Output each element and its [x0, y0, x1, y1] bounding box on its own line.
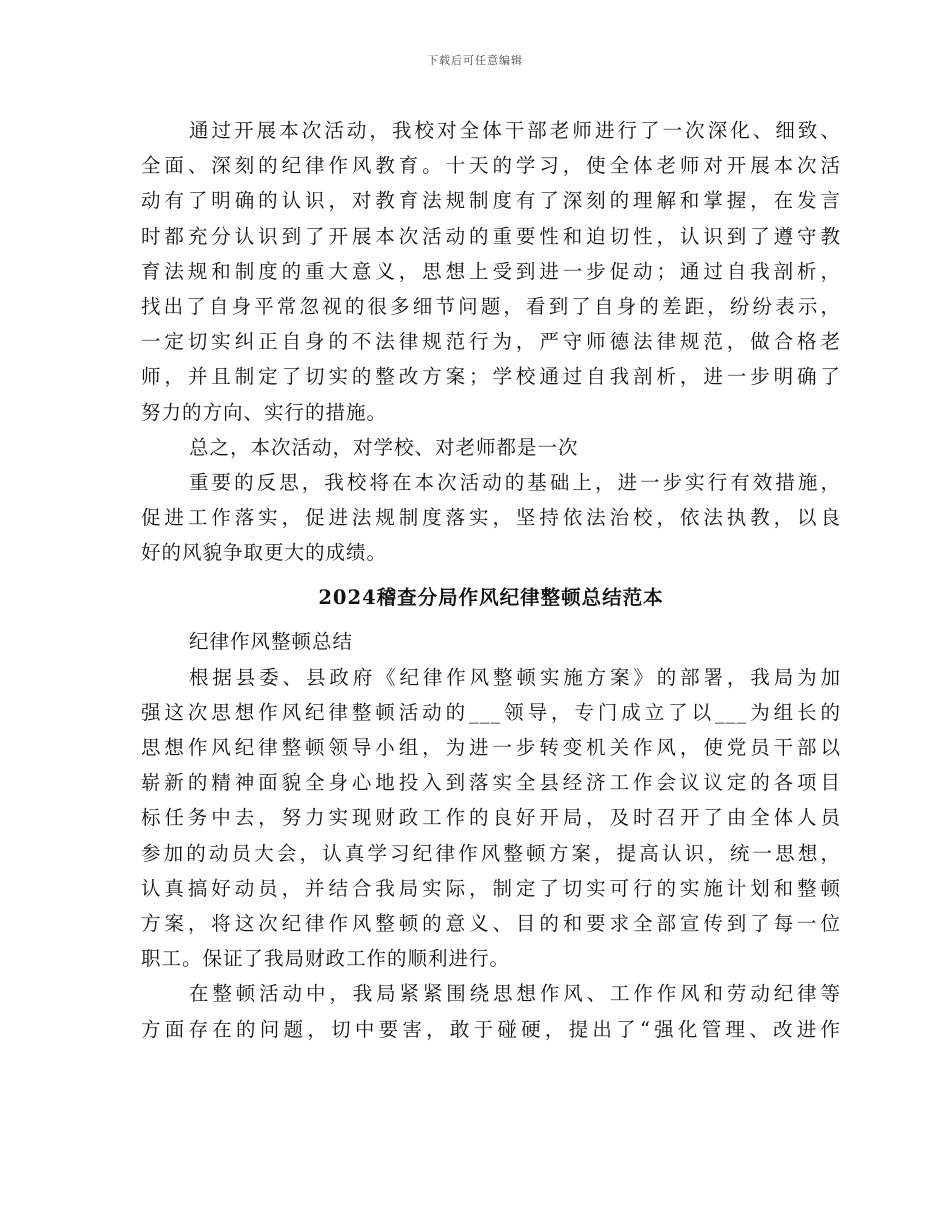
text-line: 在整顿活动中，我局紧紧围绕思想作风、工作作风和劳动纪律等	[189, 982, 841, 1006]
section-title: 2024稽查分局作风纪律整顿总结范本	[318, 586, 664, 610]
text-line: 标任务中去，努力实现财政工作的良好开局，及时召开了由全体人员	[141, 806, 841, 830]
text-line: 全面、深刻的纪律作风教育。十天的学习，使全体老师对开展本次活	[141, 154, 841, 178]
paragraph	[141, 430, 841, 465]
text-line: 总之，本次活动，对学校、对老师都是一次	[189, 435, 579, 459]
text-line: 认真搞好动员，并结合我局实际，制定了切实可行的实施计划和整顿	[141, 876, 841, 900]
text-line: 促进工作落实，促进法规制度落实，坚持依法治校，依法执教，以良	[141, 506, 841, 530]
text-line: 重要的反思，我校将在本次活动的基础上，进一步实行有效措施，	[189, 470, 841, 494]
text-line: 根据县委、县政府《纪律作风整顿实施方案》的部署，我局为加	[189, 665, 841, 689]
paragraph	[141, 976, 841, 1046]
text-line: 通过开展本次活动，我校对全体干部老师进行了一次深化、细致、	[189, 119, 841, 142]
text-line: 努力的方向、实行的措施。	[141, 400, 388, 424]
text-line: 时都充分认识到了开展本次活动的重要性和迫切性，认识到了遵守教	[141, 224, 841, 248]
page-header: 下载后可任意编辑	[427, 54, 523, 67]
text-line: 方面存在的问题，切中要害，敢于碰硬，提出了“强化管理、改进作	[141, 1017, 841, 1041]
paragraph	[141, 465, 841, 571]
text-line: 方案，将这次纪律作风整顿的意义、目的和要求全部宣传到了每一位	[141, 911, 841, 935]
paragraph	[141, 113, 841, 430]
text-line: 参加的动员大会，认真学习纪律作风整顿方案，提高认识，统一思想，	[141, 841, 841, 865]
text-line: 好的风貌争取更大的成绩。	[141, 541, 388, 565]
text-line: 师，并且制定了切实的整改方案；学校通过自我剖析，进一步明确了	[141, 365, 841, 389]
text-line: 职工。保证了我局财政工作的顺利进行。	[141, 947, 511, 971]
text-line: 崭新的精神面貌全身心地投入到落实全县经济工作会议议定的各项目	[141, 771, 841, 795]
text-line: 强这次思想作风纪律整顿活动的___领导，专门成立了以___为组长的	[141, 700, 841, 724]
text-line: 一定切实纠正自身的不法律规范行为，严守师德法律规范，做合格老	[141, 330, 841, 354]
paragraph	[141, 660, 841, 977]
text-line: 思想作风纪律整顿领导小组，为进一步转变机关作风，使党员干部以	[141, 736, 841, 759]
document-body	[141, 113, 841, 1047]
subtitle: 纪律作风整顿总结	[189, 630, 354, 654]
text-line: 育法规和制度的重大意义，思想上受到进一步促动；通过自我剖析，	[141, 259, 841, 283]
text-line: 动有了明确的认识，对教育法规制度有了深刻的理解和掌握，在发言	[141, 189, 841, 213]
text-line: 找出了自身平常忽视的很多细节问题，看到了自身的差距，纷纷表示，	[141, 294, 841, 318]
